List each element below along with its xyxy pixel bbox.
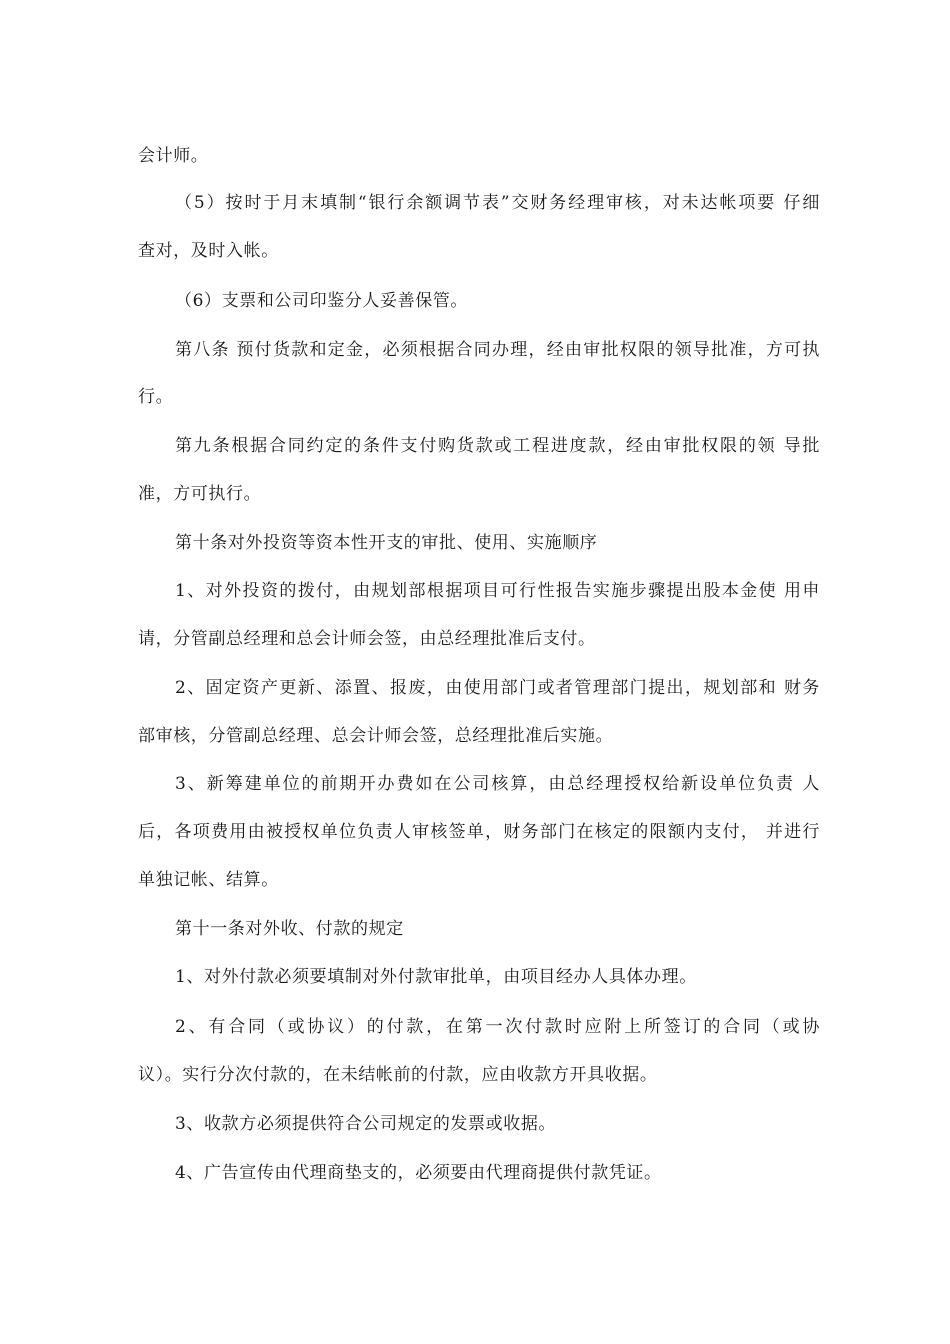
text-line: 会计师。 xyxy=(138,146,209,166)
text-line: 查对，及时入帐。 xyxy=(138,241,279,261)
text-line: 行。 xyxy=(138,387,174,407)
text-line: 1、对外投资的拨付，由规划部根据项目可行性报告实施步骤提出股本金使 用申 xyxy=(175,581,820,601)
text-line: 请，分管副总经理和总会计师会签，由总经理批准后支付。 xyxy=(138,629,596,649)
text-line: 后，各项费用由被授权单位负责人审核签单，财务部门在核定的限额内支付， 并进行 xyxy=(138,822,820,842)
text-line: 准，方可执行。 xyxy=(138,484,262,504)
text-line: 第八条 预付货款和定金，必须根据合同办理，经由审批权限的领导批准，方可执 xyxy=(175,340,820,360)
text-line: 4、广告宣传由代理商垫支的，必须要由代理商提供付款凭证。 xyxy=(175,1163,662,1183)
text-line: 第十条对外投资等资本性开支的审批、使用、实施顺序 xyxy=(175,533,598,553)
text-line: 3、新筹建单位的前期开办费如在公司核算，由总经理授权给新设单位负责 人 xyxy=(175,774,820,794)
text-line: 2、固定资产更新、添置、报废，由使用部门或者管理部门提出，规划部和 财务 xyxy=(175,678,820,698)
text-line: 议）。实行分次付款的，在未结帐前的付款，应由收款方开具收据。 xyxy=(138,1065,658,1085)
text-line: 2、有合同（或协议）的付款，在第一次付款时应附上所签订的合同（或协 xyxy=(175,1017,820,1037)
text-line: （5）按时于月末填制“银行余额调节表”交财务经理审核，对未达帐项要 仔细 xyxy=(175,193,820,213)
text-line: 1、对外付款必须要填制对外付款审批单，由项目经办人具体办理。 xyxy=(175,967,697,987)
text-line: 第十一条对外收、付款的规定 xyxy=(175,919,404,939)
text-line: 3、收款方必须提供符合公司规定的发票或收据。 xyxy=(175,1114,557,1134)
text-line: 第九条根据合同约定的条件支付购货款或工程进度款，经由审批权限的领 导批 xyxy=(175,436,820,456)
text-line: （6）支票和公司印鉴分人妥善保管。 xyxy=(175,291,469,311)
text-line: 部审核，分管副总经理、总会计师会签，总经理批准后实施。 xyxy=(138,726,614,746)
text-line: 单独记帐、结算。 xyxy=(138,870,279,890)
